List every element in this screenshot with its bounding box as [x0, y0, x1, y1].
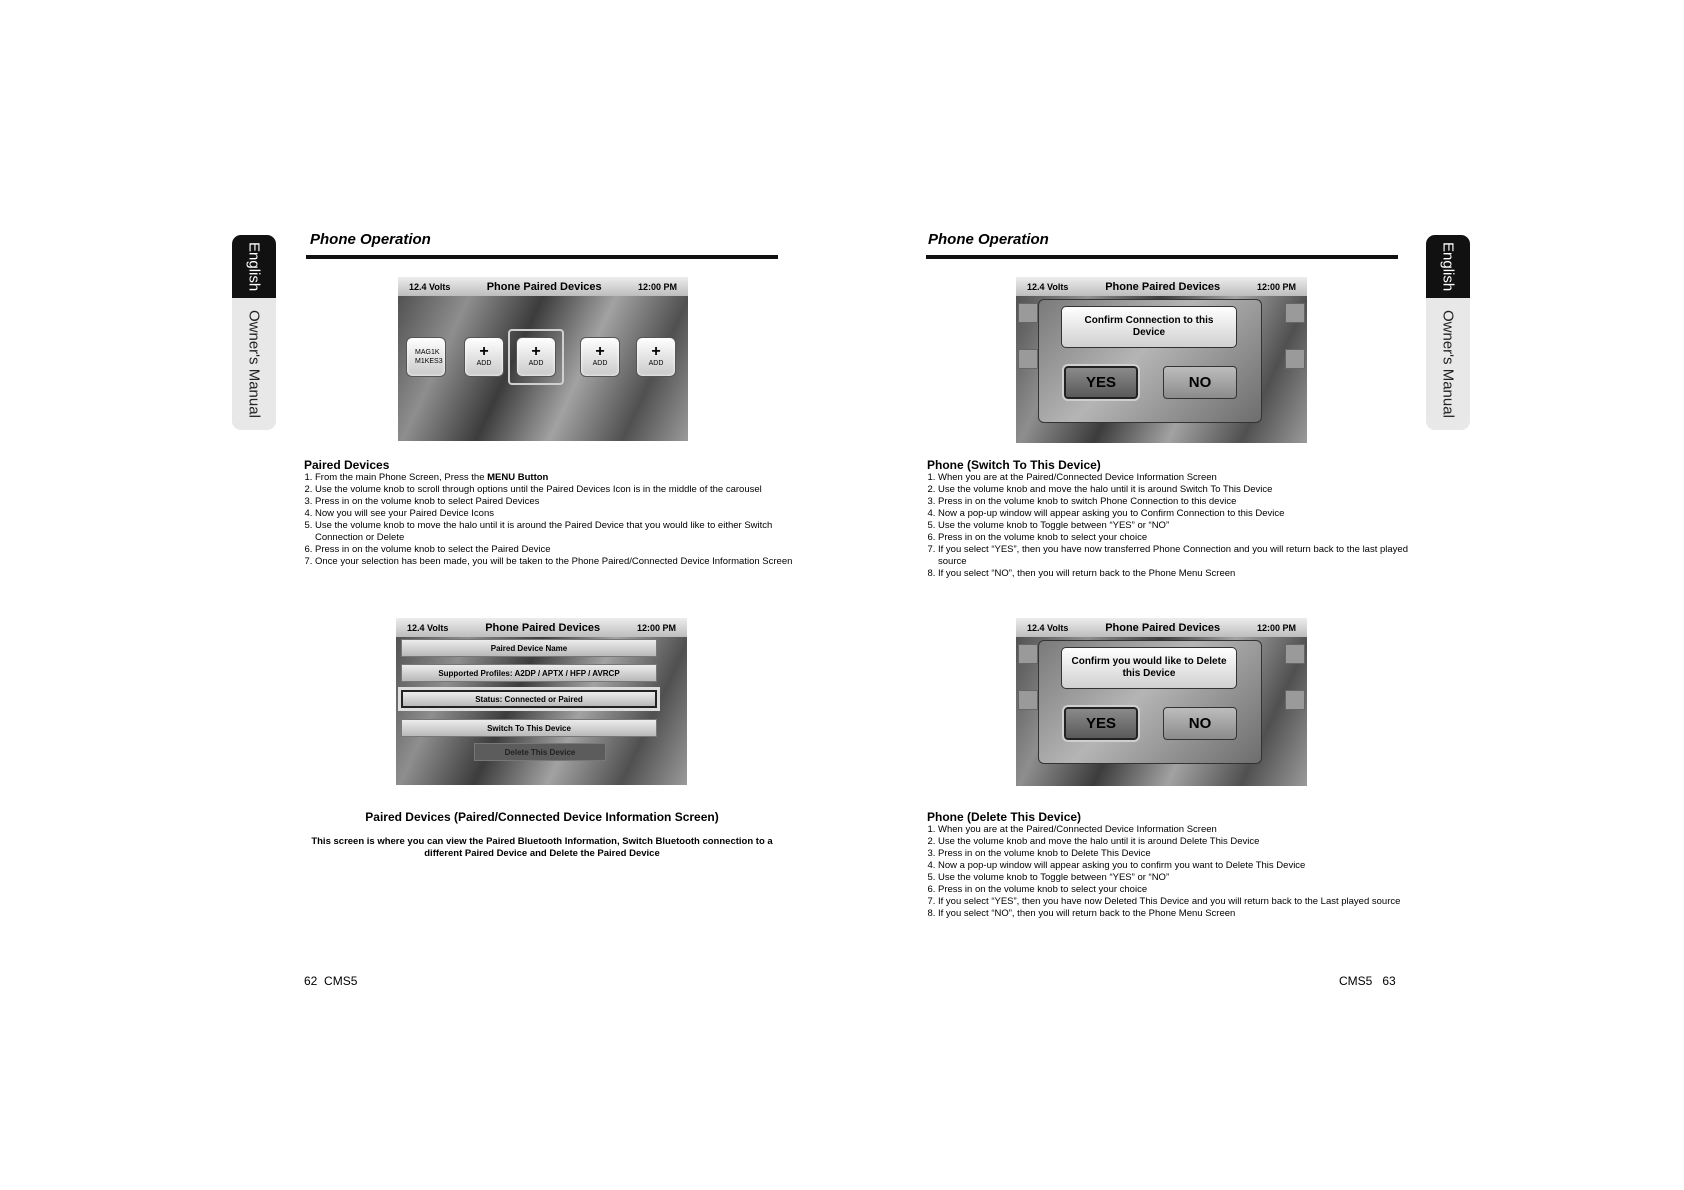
list-item: 7. If you select “YES”, then you have now Deleted This Device and you will return back to the Last played source	[938, 896, 1410, 908]
plus-icon: +	[651, 343, 661, 360]
confirm-popup	[1038, 640, 1262, 764]
list-item: 2. Use the volume knob and move the halo until it is around Delete This Device	[938, 836, 1410, 848]
instruction-list	[927, 824, 1410, 920]
switch-device-button[interactable]: Switch To This Device	[401, 719, 657, 737]
side-tab-left	[232, 235, 276, 430]
volts-readout: 12.4 Volts	[1027, 622, 1069, 633]
delete-device-button[interactable]: Delete This Device	[474, 743, 606, 761]
yes-button[interactable]: YES	[1064, 366, 1138, 399]
list-item: 1. From the main Phone Screen, Press the MENU Button	[315, 472, 795, 484]
page-header-right: Phone Operation	[928, 231, 1049, 248]
status-bar	[1016, 277, 1307, 296]
volts-readout: 12.4 Volts	[409, 281, 451, 292]
list-item: 4. Now a pop-up window will appear asking you to confirm you want to Delete This Device	[938, 860, 1410, 872]
status-bar	[1016, 618, 1307, 637]
list-item: 2. Use the volume knob and move the halo until it is around Switch To This Device	[938, 484, 1410, 496]
page-number-left: 62 CMS5	[304, 974, 358, 988]
device-name-row: Paired Device Name	[401, 639, 657, 657]
plus-icon: +	[531, 343, 541, 360]
popup-message: Confirm you would like to Delete this Device	[1061, 647, 1237, 689]
manual-tab: Owner's Manual	[232, 298, 276, 430]
list-item: 5. Use the volume knob to Toggle between “YES” or “NO”	[938, 872, 1410, 884]
language-tab: English	[1426, 235, 1470, 298]
add-device-button[interactable]: + ADD	[516, 337, 556, 377]
instruction-list	[927, 472, 1410, 580]
no-button[interactable]: NO	[1163, 707, 1237, 740]
list-item: 6. Press in on the volume knob to select your choice	[938, 884, 1410, 896]
add-device-button[interactable]: + ADD	[464, 337, 504, 377]
status-bar	[396, 618, 687, 637]
screen-title: Phone Paired Devices	[485, 621, 601, 634]
section-title: Phone (Switch To This Device)	[927, 458, 1101, 472]
no-button[interactable]: NO	[1163, 366, 1237, 399]
profiles-row: Supported Profiles: A2DP / APTX / HFP / AVRCP	[401, 664, 657, 682]
language-tab: English	[232, 235, 276, 298]
device-info-screen	[396, 618, 687, 785]
confirm-popup	[1038, 299, 1262, 423]
screen-title: Phone Paired Devices	[1105, 621, 1221, 634]
list-item: 8. If you select “NO”, then you will return back to the Phone Menu Screen	[938, 568, 1410, 580]
add-device-button[interactable]: + ADD	[580, 337, 620, 377]
confirm-delete-screen	[1016, 618, 1307, 786]
screen-title: Phone Paired Devices	[1105, 280, 1221, 293]
plus-icon: +	[595, 343, 605, 360]
list-item: 8. If you select “NO”, then you will return back to the Phone Menu Screen	[938, 908, 1410, 920]
section-title: Paired Devices (Paired/Connected Device Information Screen)	[365, 810, 719, 824]
header-rule-left	[306, 255, 778, 259]
list-item: 1. When you are at the Paired/Connected Device Information Screen	[938, 472, 1410, 484]
confirm-connection-screen	[1016, 277, 1307, 443]
list-item: 1. When you are at the Paired/Connected Device Information Screen	[938, 824, 1410, 836]
section-title: Paired Devices	[304, 458, 390, 472]
status-bar	[398, 277, 688, 296]
plus-icon: +	[479, 343, 489, 360]
list-item: 4. Now you will see your Paired Device Icons	[315, 508, 795, 520]
clock: 12:00 PM	[1256, 622, 1296, 633]
instruction-list	[304, 472, 795, 568]
list-item: 6. Press in on the volume knob to select the Paired Device	[315, 544, 795, 556]
clock: 12:00 PM	[1256, 281, 1296, 292]
list-item: 7. If you select “YES”, then you have now transferred Phone Connection and you will return back to the last played source	[938, 544, 1410, 568]
list-item: 7. Once your selection has been made, you will be taken to the Phone Paired/Connected Device Information Screen	[315, 556, 795, 568]
paired-device-button[interactable]: MAG1K M1KES3	[406, 337, 446, 377]
list-item: 6. Press in on the volume knob to select your choice	[938, 532, 1410, 544]
list-item: 5. Use the volume knob to Toggle between “YES” or “NO”	[938, 520, 1410, 532]
screen-title: Phone Paired Devices	[486, 280, 602, 293]
section-title: Phone (Delete This Device)	[927, 810, 1082, 824]
clock: 12:00 PM	[636, 622, 676, 633]
list-item: 3. Press in on the volume knob to Delete This Device	[938, 848, 1410, 860]
page-number-right: CMS5 63	[1339, 974, 1396, 988]
list-item: 5. Use the volume knob to move the halo until it is around the Paired Device that you would like to either Switch Connection or Delete	[315, 520, 795, 544]
add-device-button[interactable]: + ADD	[636, 337, 676, 377]
side-tab-right	[1426, 235, 1470, 430]
paired-devices-screen	[398, 277, 688, 441]
list-item: 3. Press in on the volume knob to switch Phone Connection to this device	[938, 496, 1410, 508]
page-header-left: Phone Operation	[310, 231, 431, 248]
status-row: Status: Connected or Paired	[401, 690, 657, 708]
volts-readout: 12.4 Volts	[407, 622, 449, 633]
list-item: 2. Use the volume knob to scroll through options until the Paired Devices Icon is in the middle of the carousel	[315, 484, 795, 496]
section-description: This screen is where you can view the Paired Bluetooth Information, Switch Bluetooth connection to a different Paired Device and Delete the Paired Device	[311, 836, 773, 859]
manual-tab: Owner's Manual	[1426, 298, 1470, 430]
popup-message: Confirm Connection to this Device	[1061, 306, 1237, 348]
list-item: 3. Press in on the volume knob to select Paired Devices	[315, 496, 795, 508]
list-item: 4. Now a pop-up window will appear asking you to Confirm Connection to this Device	[938, 508, 1410, 520]
volts-readout: 12.4 Volts	[1027, 281, 1069, 292]
header-rule-right	[926, 255, 1398, 259]
clock: 12:00 PM	[637, 281, 677, 292]
yes-button[interactable]: YES	[1064, 707, 1138, 740]
